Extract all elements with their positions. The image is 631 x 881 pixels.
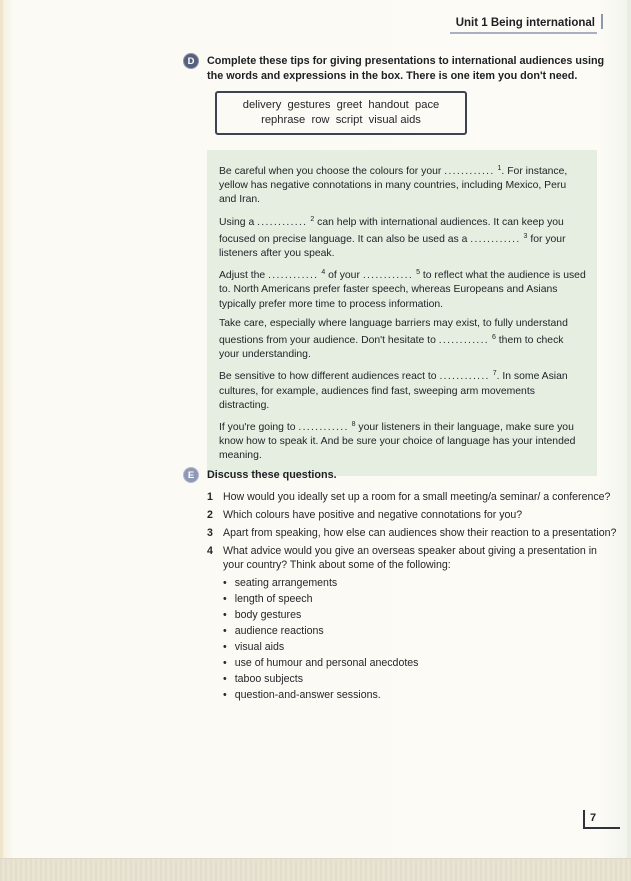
question-item — [207, 490, 619, 505]
question-text: Which colours have positive and negative connotations for you? — [223, 508, 523, 521]
question-item — [207, 508, 619, 523]
gap-number: 5 — [416, 269, 420, 277]
section-d-badge: D — [183, 53, 199, 69]
section-d — [187, 54, 605, 476]
tip-paragraph: Be careful when you choose the colours for your ............ $^1$. For instance, yellow has negative connotations in many countries, including Mexico, Peru and Iran. — [219, 165, 568, 206]
answer-gap: ............ $^2$ — [257, 215, 315, 228]
question-item — [207, 544, 619, 573]
page-number: 7 — [583, 810, 620, 829]
word-box — [215, 91, 467, 135]
bullet-item: • audience reactions — [223, 624, 619, 639]
tip-paragraph: Take care, especially where language barriers may exist, to fully understand questions from your audience. Don't hesitate to ............ $^6$ them to check your understanding. — [219, 317, 568, 361]
bullet-item: • taboo subjects — [223, 672, 619, 687]
section-e — [187, 468, 619, 704]
answer-gap: ............ $^3$ — [470, 232, 528, 245]
word-box-line: rephrase row script visual aids — [261, 113, 421, 126]
tip-paragraph: Adjust the ............ $^4$ of your ............ $^5$ to reflect what the audience is used to. North Americans prefer faster speech, whereas Europeans and Asians typically prefer more time to process information. — [219, 269, 586, 310]
page-header — [450, 13, 603, 31]
answer-gap: ............ $^1$ — [444, 165, 502, 177]
gap-number: 4 — [321, 269, 326, 277]
question-number: 1 — [207, 490, 213, 503]
gap-number: 1 — [497, 165, 502, 172]
gap-number: 7 — [492, 370, 497, 378]
word-box-line: delivery gestures greet handout pace — [242, 99, 440, 111]
answer-gap: ............ $^5$ — [362, 269, 420, 282]
question-text: How would you ideally set up a room for a small meeting/a seminar/ a conference? — [223, 490, 611, 503]
tips-panel — [207, 150, 597, 476]
question-number: 2 — [207, 508, 213, 521]
answer-gap: ............ $^7$ — [439, 370, 497, 383]
page-left-edge — [0, 0, 3, 881]
answer-gap: ............ $^6$ — [438, 334, 496, 347]
gap-number: 3 — [523, 232, 528, 240]
gap-number: 8 — [351, 421, 356, 429]
answer-gap: ............ $^4$ — [268, 269, 326, 282]
section-d-instruction: Complete these tips for giving presentations to international audiences using the words and expressions in the box. There is one item you don't need. — [207, 55, 605, 82]
header-tick-mark — [601, 14, 603, 29]
bullet-item: • seating arrangements — [223, 576, 619, 591]
question-item — [207, 526, 619, 541]
question-text: Apart from speaking, how else can audiences show their reaction to a presentation? — [223, 526, 617, 539]
question-number: 4 — [207, 544, 213, 557]
bullet-item: • question-and-answer sessions. — [223, 688, 619, 703]
bullet-list — [223, 576, 619, 703]
bullet-item: • use of humour and personal anecdotes — [223, 656, 619, 671]
unit-header-title: Unit 1 Being international — [450, 17, 597, 34]
bullet-item: • visual aids — [223, 640, 619, 655]
question-list — [207, 490, 619, 703]
bullet-item: • length of speech — [223, 592, 619, 607]
gap-number: 2 — [310, 215, 315, 223]
tip-paragraph: Using a ............ $^2$ can help with international audiences. It can keep you focused on precise language. It can also be used as a ............ $^3$ for your listeners after you speak. — [219, 215, 566, 260]
tip-paragraph: If you're going to ............ $^8$ your listeners in their language, make sure you know how to speak it. And be sure your choice of language has your intended meaning. — [219, 421, 576, 462]
bullet-item: • body gestures — [223, 608, 619, 623]
page-bottom-edge — [0, 858, 631, 881]
question-number: 3 — [207, 526, 213, 539]
question-text: What advice would you give an overseas speaker about giving a presentation in your country? Think about some of the following: — [223, 544, 597, 571]
tip-paragraph: Be sensitive to how different audiences react to ............ $^7$. In some Asian cultures, for example, audiences find fast, sweeping arm movements distracting. — [219, 370, 568, 411]
section-e-instruction: Discuss these questions. — [207, 469, 337, 481]
answer-gap: ............ $^8$ — [298, 421, 356, 434]
page-right-edge — [627, 0, 631, 881]
gap-number: 6 — [492, 334, 496, 342]
section-e-badge: E — [183, 467, 199, 483]
